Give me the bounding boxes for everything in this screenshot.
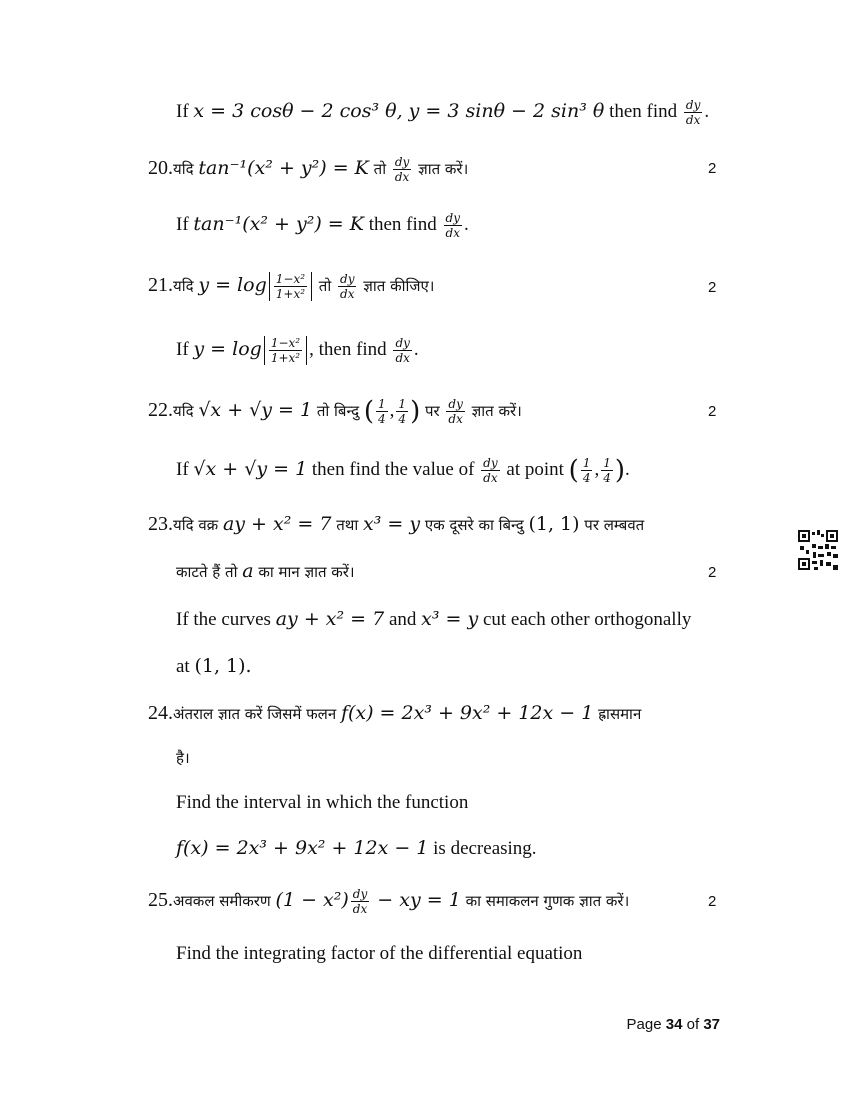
q22-english: If √x + √y = 1 then find the value of $\frac{dy}{dx}$ at point ( $\frac{1}{4}$ , $\frac{1}{4}$ ). xyxy=(176,455,630,486)
point-fraction xyxy=(396,397,408,426)
q21-hi-prefix: यदि xyxy=(173,277,199,295)
q25-equation-b: − xy = 1 xyxy=(371,889,461,911)
dydx-fraction xyxy=(351,887,369,916)
point-fraction xyxy=(376,397,388,426)
dydx-fraction xyxy=(338,272,356,301)
frac-den: 4 xyxy=(603,471,611,486)
q21-hi-end: ज्ञात कीजिए। xyxy=(358,277,435,295)
q21-equation-left: y = log xyxy=(198,274,267,296)
question-number: 24. xyxy=(148,702,173,724)
q21-en-suffix: , then find xyxy=(309,339,392,360)
q23-hi-a: यदि वक्र xyxy=(173,516,223,534)
abs-fraction xyxy=(274,272,307,301)
frac-den: 4 xyxy=(582,471,591,486)
point-fraction xyxy=(581,456,593,485)
q23-point: (1, 1) xyxy=(528,513,580,535)
dydx-fraction xyxy=(684,98,702,127)
q23-hi-c: एक दूसरे का बिन्दु xyxy=(420,516,529,534)
q25-equation-a: (1 − x²) xyxy=(275,889,349,911)
q23-equation1: ay + x² = 7 xyxy=(222,513,332,535)
frac-num: dy xyxy=(395,336,410,351)
q25-en-line: Find the integrating factor of the differential equation xyxy=(176,943,583,964)
q22-en-prefix: If xyxy=(176,459,194,480)
q24-en-line2-b: is decreasing. xyxy=(428,838,537,859)
frac-den: 4 xyxy=(398,412,407,427)
frac-num: dy xyxy=(448,397,463,412)
q22-en-equation: √x + √y = 1 xyxy=(193,458,308,480)
question-number: 25. xyxy=(148,889,173,911)
q23-en-line2-a: at xyxy=(176,656,195,677)
dydx-fraction xyxy=(481,456,499,485)
absolute-value xyxy=(264,336,307,365)
q25-hi-end: का समाकलन गुणक ज्ञात करें। xyxy=(460,892,630,910)
frac-num: dy xyxy=(340,272,355,287)
frac-den: dx xyxy=(340,287,355,302)
frac-den: dx xyxy=(685,113,701,128)
q25-hi-prefix: अवकल समीकरण xyxy=(173,892,276,910)
footer-page-word: Page xyxy=(626,1016,662,1033)
q23-equation2: x³ = y xyxy=(363,513,421,535)
q24-en-equation: f(x) = 2x³ + 9x² + 12x − 1 xyxy=(176,837,429,859)
marks-label: 2 xyxy=(708,279,717,296)
q22-hindi: 22.यदि √x + √y = 1 तो बिन्दु ( $\frac{1}{4}$ , $\frac{1}{4}$ ) पर $\frac{dy}{dx}$ ज्ञात करें। xyxy=(148,396,522,427)
q24-en-line1: Find the interval in which the function xyxy=(176,792,469,813)
absolute-value xyxy=(269,272,312,301)
frac-den: dx xyxy=(395,351,410,366)
frac-num: dy xyxy=(685,98,701,113)
question-number: 20. xyxy=(148,157,173,179)
marks-label: 2 xyxy=(708,160,717,177)
frac-num: 1 xyxy=(378,397,386,412)
frac-den: 1+x² xyxy=(275,287,306,302)
q21-hi-mid: तो xyxy=(314,277,337,295)
q21-english: If y = log $\frac{\text{1−x²}}{\text{1+x²}}$ , then find $\frac{dy}{dx}$ . xyxy=(176,336,419,366)
close-paren: ) xyxy=(410,396,421,427)
q24-hindi-line1 xyxy=(148,700,641,727)
marks-label: 2 xyxy=(708,564,717,581)
q25-hindi xyxy=(148,887,629,916)
q23-hindi-line2 xyxy=(176,558,355,585)
question-number: 22. xyxy=(148,399,173,421)
frac-den: 1+x² xyxy=(270,351,301,366)
open-paren: ( xyxy=(363,396,375,427)
q19-english: If x = 3 cosθ − 2 cos³ θ, y = 3 sinθ − 2 sin³ θ then find $\frac{dy}{dx}$ . xyxy=(176,98,710,128)
dydx-fraction xyxy=(393,155,411,184)
q23-hi-b: तथा xyxy=(331,516,363,534)
frac-den: dx xyxy=(483,471,498,486)
q20-en-equation: tan⁻¹(x² + y²) = K xyxy=(193,213,364,235)
q23-en-a: If the curves xyxy=(176,609,276,630)
q24-english-line1 xyxy=(176,790,468,816)
frac-num: dy xyxy=(352,887,368,902)
q23-hindi-line1 xyxy=(148,511,644,538)
q24-hindi-line2 xyxy=(176,745,190,771)
q22-hi-mid2: पर xyxy=(420,402,445,420)
q22-equation: √x + √y = 1 xyxy=(198,399,313,421)
q20-hi-end: ज्ञात करें। xyxy=(413,160,469,178)
abs-fraction xyxy=(269,336,302,365)
q23-hi-line2-a: काटते हैं तो xyxy=(176,563,243,581)
q23-en-equation2: x³ = y xyxy=(421,608,479,630)
close-paren: ) xyxy=(614,455,626,486)
open-paren: ( xyxy=(568,455,579,486)
frac-num: dy xyxy=(445,211,460,226)
q23-hi-d: पर लम्बवत xyxy=(579,516,645,534)
q23-hi-line2-b: का मान ज्ञात करें। xyxy=(253,563,355,581)
q23-english-line1 xyxy=(176,606,691,633)
q20-hindi xyxy=(148,155,468,184)
q23-english-line2 xyxy=(176,653,252,680)
frac-num: dy xyxy=(394,155,410,170)
dydx-fraction xyxy=(444,211,462,240)
page-footer xyxy=(627,1016,720,1033)
frac-num: 1 xyxy=(398,397,407,412)
question-number: 23. xyxy=(148,513,173,535)
q21-hindi xyxy=(148,272,434,301)
point-fraction xyxy=(601,456,613,485)
q20-en-suffix: then find xyxy=(363,214,442,235)
q24-hi-b: ह्रासमान xyxy=(593,705,642,723)
q19-equation: x = 3 cosθ − 2 cos³ θ, y = 3 sinθ − 2 sin³ θ xyxy=(193,100,605,122)
q22-en-mid2: at point xyxy=(501,459,569,480)
q20-en-prefix: If xyxy=(176,214,194,235)
qr-code-icon xyxy=(798,530,838,570)
q25-english xyxy=(176,941,582,967)
footer-of-word: of xyxy=(686,1016,700,1033)
q19-en-prefix: If xyxy=(176,101,194,122)
frac-num: 1 xyxy=(582,456,591,471)
frac-num: dy xyxy=(483,456,498,471)
frac-den: dx xyxy=(448,412,463,427)
q20-english: If tan⁻¹(x² + y²) = K then find $\frac{dy}{dx}$ . xyxy=(176,211,469,241)
q20-equation: tan⁻¹(x² + y²) = K xyxy=(198,157,369,179)
frac-den: dx xyxy=(352,902,368,917)
footer-total-pages: 37 xyxy=(703,1016,720,1033)
q22-hi-mid: तो बिन्दु xyxy=(312,402,364,420)
marks-label: 2 xyxy=(708,403,717,420)
question-number: 21. xyxy=(148,274,173,296)
frac-num: 1−x² xyxy=(275,272,306,287)
dydx-fraction xyxy=(393,336,411,365)
q22-en-mid: then find the value of xyxy=(307,459,480,480)
q23-en-point: (1, 1). xyxy=(194,655,252,677)
frac-den: 4 xyxy=(378,412,386,427)
q21-en-equation-left: y = log xyxy=(193,338,262,360)
q21-en-prefix: If xyxy=(176,339,194,360)
q20-hi-prefix: यदि xyxy=(173,160,199,178)
q23-variable: a xyxy=(242,560,254,582)
q22-hi-prefix: यदि xyxy=(173,402,199,420)
q23-en-c: cut each other orthogonally xyxy=(478,609,692,630)
q24-hi-line2: है। xyxy=(176,749,190,767)
q20-hi-suffix: तो xyxy=(368,160,391,178)
frac-num: 1 xyxy=(603,456,611,471)
q22-hi-end: ज्ञात करें। xyxy=(466,402,522,420)
q23-en-b: and xyxy=(384,609,422,630)
frac-den: dx xyxy=(445,226,460,241)
q24-hi-a: अंतराल ज्ञात करें जिसमें फलन xyxy=(173,705,341,723)
dydx-fraction xyxy=(446,397,464,426)
frac-den: dx xyxy=(394,170,410,185)
frac-num: 1−x² xyxy=(270,336,301,351)
q24-equation: f(x) = 2x³ + 9x² + 12x − 1 xyxy=(340,702,594,724)
footer-current-page: 34 xyxy=(665,1016,683,1033)
marks-label: 2 xyxy=(708,893,717,910)
q19-en-suffix: then find xyxy=(604,101,682,122)
q24-english-line2 xyxy=(176,835,537,862)
q23-en-equation1: ay + x² = 7 xyxy=(275,608,385,630)
